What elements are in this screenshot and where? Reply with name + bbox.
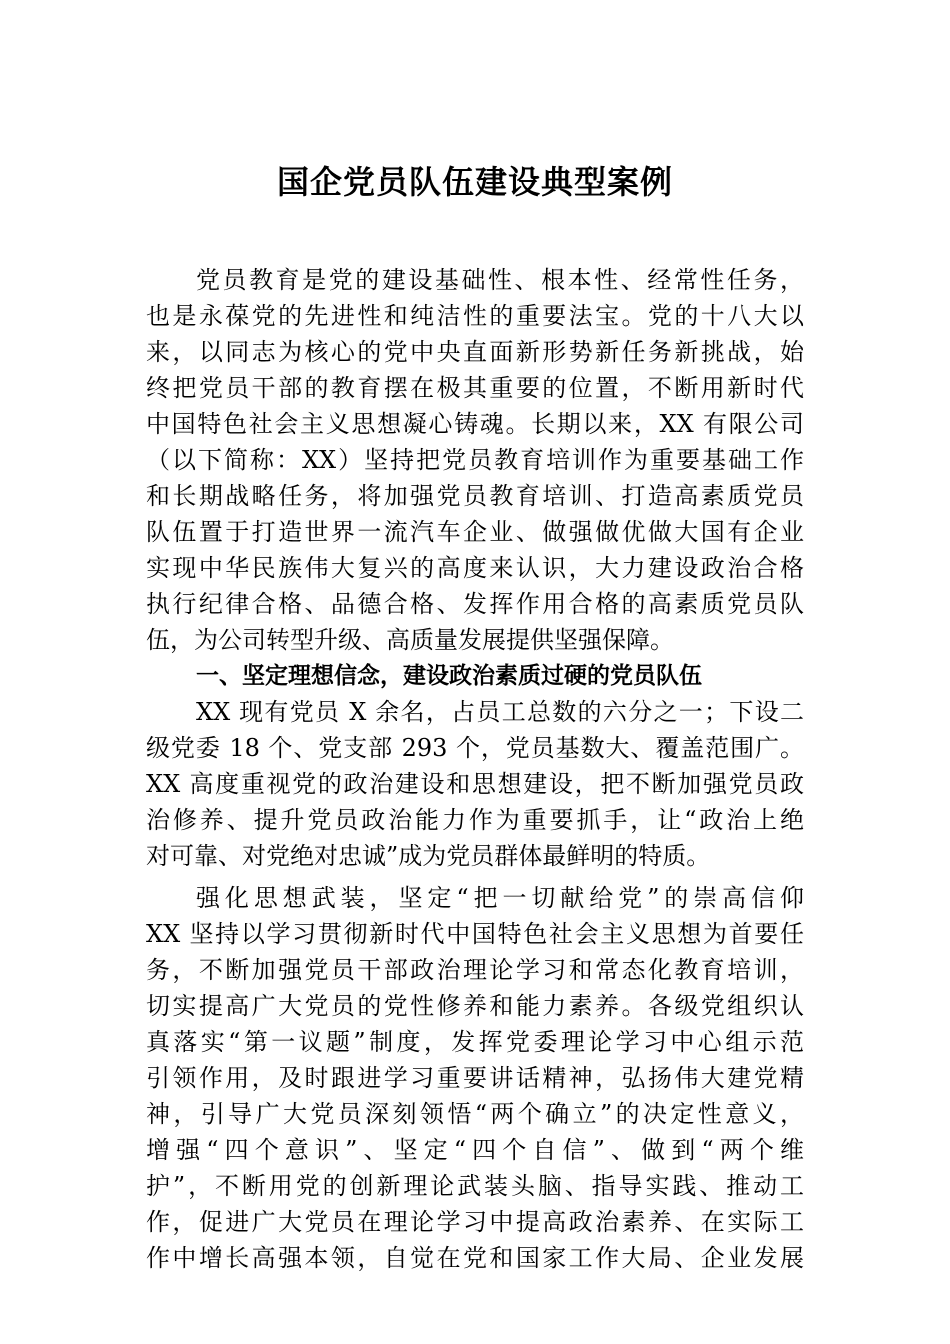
document-title: 国企党员队伍建设典型案例 [276, 163, 673, 201]
paragraph-line: 党员教育是党的建设基础性、根本性、经常性任务， [196, 266, 804, 294]
paragraph-line: XX 现有党员 X 余名，占员工总数的六分之一；下设二 [196, 698, 804, 726]
paragraph-line: 作，促进广大党员在理论学习中提高政治素养、在实际工 [146, 1208, 804, 1236]
paragraph-line: 引领作用，及时跟进学习重要讲话精神，弘扬伟大建党精 [146, 1064, 804, 1092]
paragraph-line: 来，以同志为核心的党中央直面新形势新任务新挑战，始 [146, 338, 804, 366]
paragraph-line: 中国特色社会主义思想凝心铸魂。长期以来，XX 有限公司 [146, 410, 804, 438]
paragraph-line: 务，不断加强党员干部政治理论学习和常态化教育培训， [146, 956, 804, 984]
paragraph-line: 实现中华民族伟大复兴的高度来认识，大力建设政治合格 [146, 554, 804, 582]
paragraph-line: 也是永葆党的先进性和纯洁性的重要法宝。党的十八大以 [146, 302, 804, 330]
paragraph-line: 终把党员干部的教育摆在极其重要的位置，不断用新时代 [146, 374, 804, 402]
paragraph-line: 对可靠、对党绝对忠诚”成为党员群体最鲜明的特质。 [146, 842, 711, 870]
paragraph-line: 真落实“第一议题”制度，发挥党委理论学习中心组示范 [146, 1028, 804, 1056]
paragraph-line: 增强“四个意识”、坚定“四个自信”、做到“两个维 [146, 1136, 804, 1164]
paragraph-line: （以下简称：XX）坚持把党员教育培训作为重要基础工作 [146, 446, 804, 474]
paragraph-line: 和长期战略任务，将加强党员教育培训、打造高素质党员 [146, 482, 804, 510]
paragraph-line: 神，引导广大党员深刻领悟“两个确立”的决定性意义， [146, 1100, 804, 1128]
section-heading: 一、坚定理想信念，建设政治素质过硬的党员队伍 [196, 663, 702, 689]
paragraph-line: XX 高度重视党的政治建设和思想建设，把不断加强党员政 [146, 770, 804, 798]
paragraph-line: 治修养、提升党员政治能力作为重要抓手，让“政治上绝 [146, 806, 804, 834]
paragraph-line: 作中增长高强本领，自觉在党和国家工作大局、企业发展 [146, 1244, 804, 1272]
paragraph-line: 执行纪律合格、品德合格、发挥作用合格的高素质党员队 [146, 590, 804, 618]
paragraph-line: 伍，为公司转型升级、高质量发展提供坚强保障。 [146, 626, 674, 654]
paragraph-line: XX 坚持以学习贯彻新时代中国特色社会主义思想为首要任 [146, 920, 804, 948]
paragraph-line: 护”，不断用党的创新理论武装头脑、指导实践、推动工 [146, 1172, 804, 1200]
paragraph-line: 强化思想武装，坚定“把一切献给党”的崇高信仰 [196, 884, 804, 912]
paragraph-line: 级党委 18 个、党支部 293 个，党员基数大、覆盖范围广。 [146, 734, 804, 762]
paragraph-line: 队伍置于打造世界一流汽车企业、做强做优做大国有企业 [146, 518, 804, 546]
paragraph-line: 切实提高广大党员的党性修养和能力素养。各级党组织认 [146, 992, 804, 1020]
